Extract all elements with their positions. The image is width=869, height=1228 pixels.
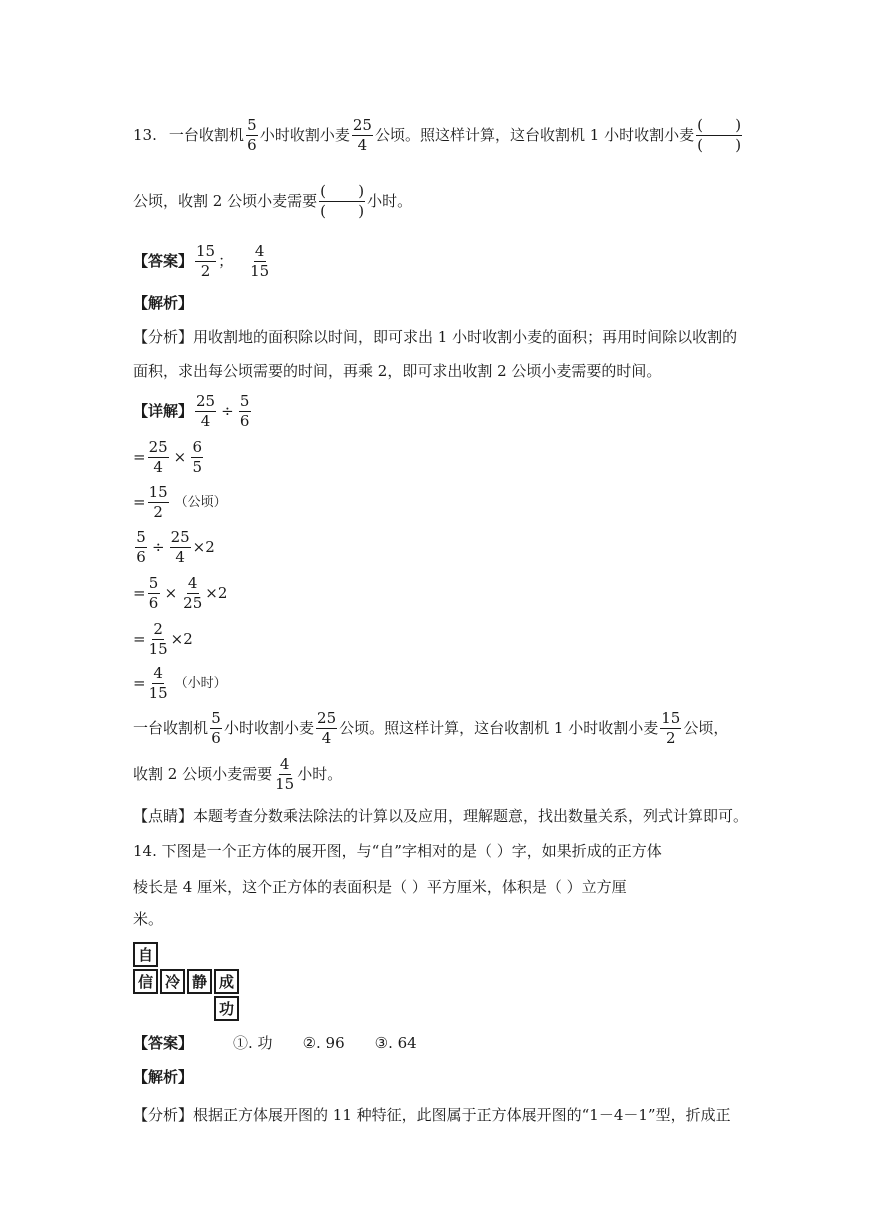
- answer-blank-fraction: ( ) ( ): [320, 182, 365, 220]
- analysis-label: 【解析】: [133, 1068, 194, 1086]
- xiangjie-step4: $\frac{5}{6}$ ÷ $\frac{25}{4}$ ×2: [136, 528, 215, 566]
- q14-line1: 14. 下图是一个正方体的展开图，与“自”字相对的是（ ）字，如果折成的正方体: [133, 842, 662, 860]
- summary-13-line1: 一台收割机 $\frac{5}{6}$ 小时收割小麦 $\frac{25}{4}$ 公顷。照这样计算，这台收割机 1 小时收割小麦 $\frac{15}{2}$ 公顷，: [133, 709, 729, 747]
- answer-label: 【答案】: [133, 1034, 194, 1052]
- answer-item: ②. 96: [302, 1034, 345, 1052]
- xiangjie-step1: 【详解】 $\frac{25}{4}$ ÷ $\frac{5}{6}$: [133, 392, 250, 430]
- summary-13-line2: 收割 2 公顷小麦需要 $\frac{4}{15}$ 小时。: [133, 755, 343, 793]
- answer-item: ①. 功: [233, 1034, 273, 1052]
- answer-label: 【答案】: [133, 252, 194, 270]
- q13-line2: 公顷，收割 2 公顷小麦需要 ( ) ( ) 小时。: [133, 182, 413, 220]
- net-cell: 信: [133, 969, 158, 994]
- xiangjie-step6: = $\frac{2}{15}$ ×2: [133, 620, 193, 658]
- fraction: $\frac{15}{2}$: [196, 242, 216, 280]
- fenxi-13-line2: 面积，求出每公顷需要的时间，再乘 2，即可求出收割 2 公顷小麦需要的时间。: [133, 362, 662, 380]
- xiangjie-step3: = $\frac{15}{2}$ （公顷）: [133, 483, 227, 521]
- xiangjie-step2: = $\frac{25}{4}$ × $\frac{6}{5}$: [133, 438, 203, 476]
- fraction: $\frac{25}{4}$: [352, 116, 372, 154]
- cube-net-figure: [133, 942, 243, 1026]
- xiangjie-label: 【详解】: [133, 402, 194, 420]
- q14-line2: 棱长是 4 厘米，这个正方体的表面积是（ ）平方厘米，体积是（ ）立方厘: [133, 878, 627, 896]
- fraction: $\frac{5}{6}$: [247, 116, 257, 154]
- fenxi-13-line1: 【分析】用收割地的面积除以时间，即可求出 1 小时收割小麦的面积；再用时间除以收割的: [133, 328, 738, 346]
- analysis-label: 【解析】: [133, 294, 194, 312]
- fenxi-14-line1: 【分析】根据正方体展开图的 11 种特征，此图属于正方体展开图的“1－4－1”型，折成正: [133, 1106, 731, 1124]
- net-cell: 成: [214, 969, 239, 994]
- net-cell: 静: [187, 969, 212, 994]
- net-cell: 冷: [160, 969, 185, 994]
- net-cell-top: 自: [133, 942, 158, 967]
- fraction: $\frac{4}{15}$: [250, 242, 270, 280]
- q14-line3: 米。: [133, 910, 164, 928]
- answer-13: 【答案】 $\frac{15}{2}$ ； $\frac{4}{15}$: [133, 242, 270, 280]
- net-cell-bottom: 功: [214, 996, 239, 1021]
- answer-14: [133, 1036, 417, 1051]
- answer-blank-fraction: ( ) ( ): [697, 116, 742, 154]
- xiangjie-step7: = $\frac{4}{15}$ （小时）: [133, 664, 227, 702]
- q13-number: 13.: [133, 126, 157, 144]
- xiangjie-step5: = $\frac{5}{6}$ × $\frac{4}{25}$ ×2: [133, 574, 228, 612]
- dianjing-13: 【点睛】本题考查分数乘法除法的计算以及应用，理解题意，找出数量关系，列式计算即可。: [133, 807, 749, 825]
- answer-item: ③. 64: [374, 1034, 417, 1052]
- q13-line1: 13. 一台收割机 $\frac{5}{6}$ 小时收割小麦 $\frac{25}{4}$ 公顷。照这样计算，这台收割机 1 小时收割小麦 ( ) ( ): [133, 116, 742, 154]
